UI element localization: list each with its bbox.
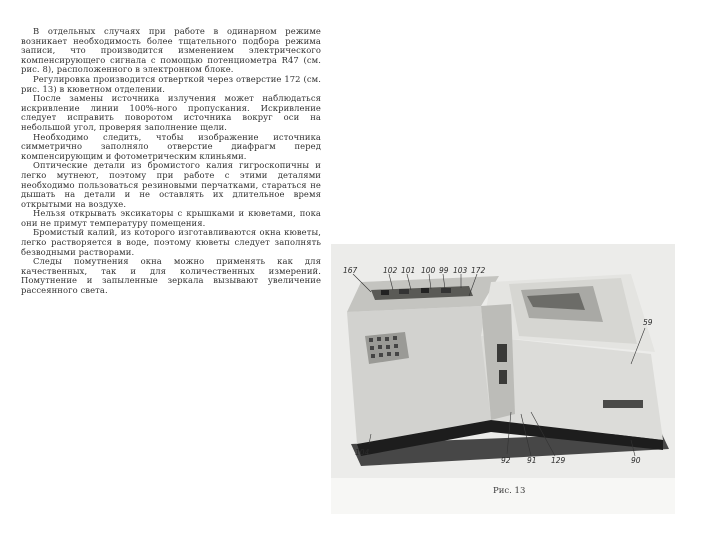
paragraph-2: Регулировка производится отверткой через отверстие 172 (см. рис. 13) в кюветном отделении.: [21, 73, 321, 94]
callout-167: 167: [343, 266, 358, 275]
callout-102: 102: [383, 266, 398, 275]
paragraph-1: В отдельных случаях при работе в одинарном режиме возникает необходимость более тщательного подбора режима записи, что производится изменением электрического компенсирующего сигнала с помощью потенциометра R47 (см. рис. 8), расположенного в электронном блоке.: [21, 26, 321, 75]
paragraph-4: Необходимо следить, чтобы изображение источника симметрично заполняло отверстие диафрагм перед компенсирующим и фотометрическим клиньями.: [21, 131, 321, 161]
spectrophotometer-illustration: [331, 244, 675, 478]
spectrophotometer-photo: [331, 244, 675, 478]
figure-caption: Рис. 13: [493, 486, 526, 496]
callout-59: 59: [643, 318, 653, 327]
callout-92: 92: [501, 456, 511, 465]
paragraph-8: Следы помутнения окна можно применять как для качественных, так и для количественных измерений. Помутнение и запыленные зеркала вызывают увеличение рассеянного света.: [21, 256, 321, 296]
callout-99: 99: [439, 266, 449, 275]
callout-129: 129: [551, 456, 566, 465]
paragraph-6: Нельзя открывать эксикаторы с крышками и кюветами, пока они не примут температуру помещения.: [21, 208, 321, 228]
figure-13: [331, 244, 675, 514]
callout-90: 90: [631, 456, 641, 465]
body-text: [21, 27, 321, 296]
callout-91: 91: [527, 456, 537, 465]
callout-172: 172: [471, 266, 486, 275]
paragraph-3: После замены источника излучения может наблюдаться искривление линии 100%-ного пропускания. Искривление следует исправить поворотом источника вокруг оси на небольшой угол, проверяя заполнение щели.: [21, 93, 321, 132]
callout-103: 103: [453, 266, 468, 275]
callout-100: 100: [421, 266, 436, 275]
paragraph-7: Бромистый калий, из которого изготавливаются окна кюветы, легко растворяется в воде, поэтому кюветы следует заполнять безводными растворами.: [21, 227, 321, 257]
paragraph-5: Оптические детали из бромистого калия гигроскопичны и легко мутнеют, поэтому при работе с этими деталями необходимо пользоваться резиновыми перчатками, стараться не дышать на детали и не оставлять их длительное время открытыми на воздухе.: [21, 160, 321, 209]
callout-104: 104: [355, 448, 370, 457]
callout-101: 101: [401, 266, 416, 275]
